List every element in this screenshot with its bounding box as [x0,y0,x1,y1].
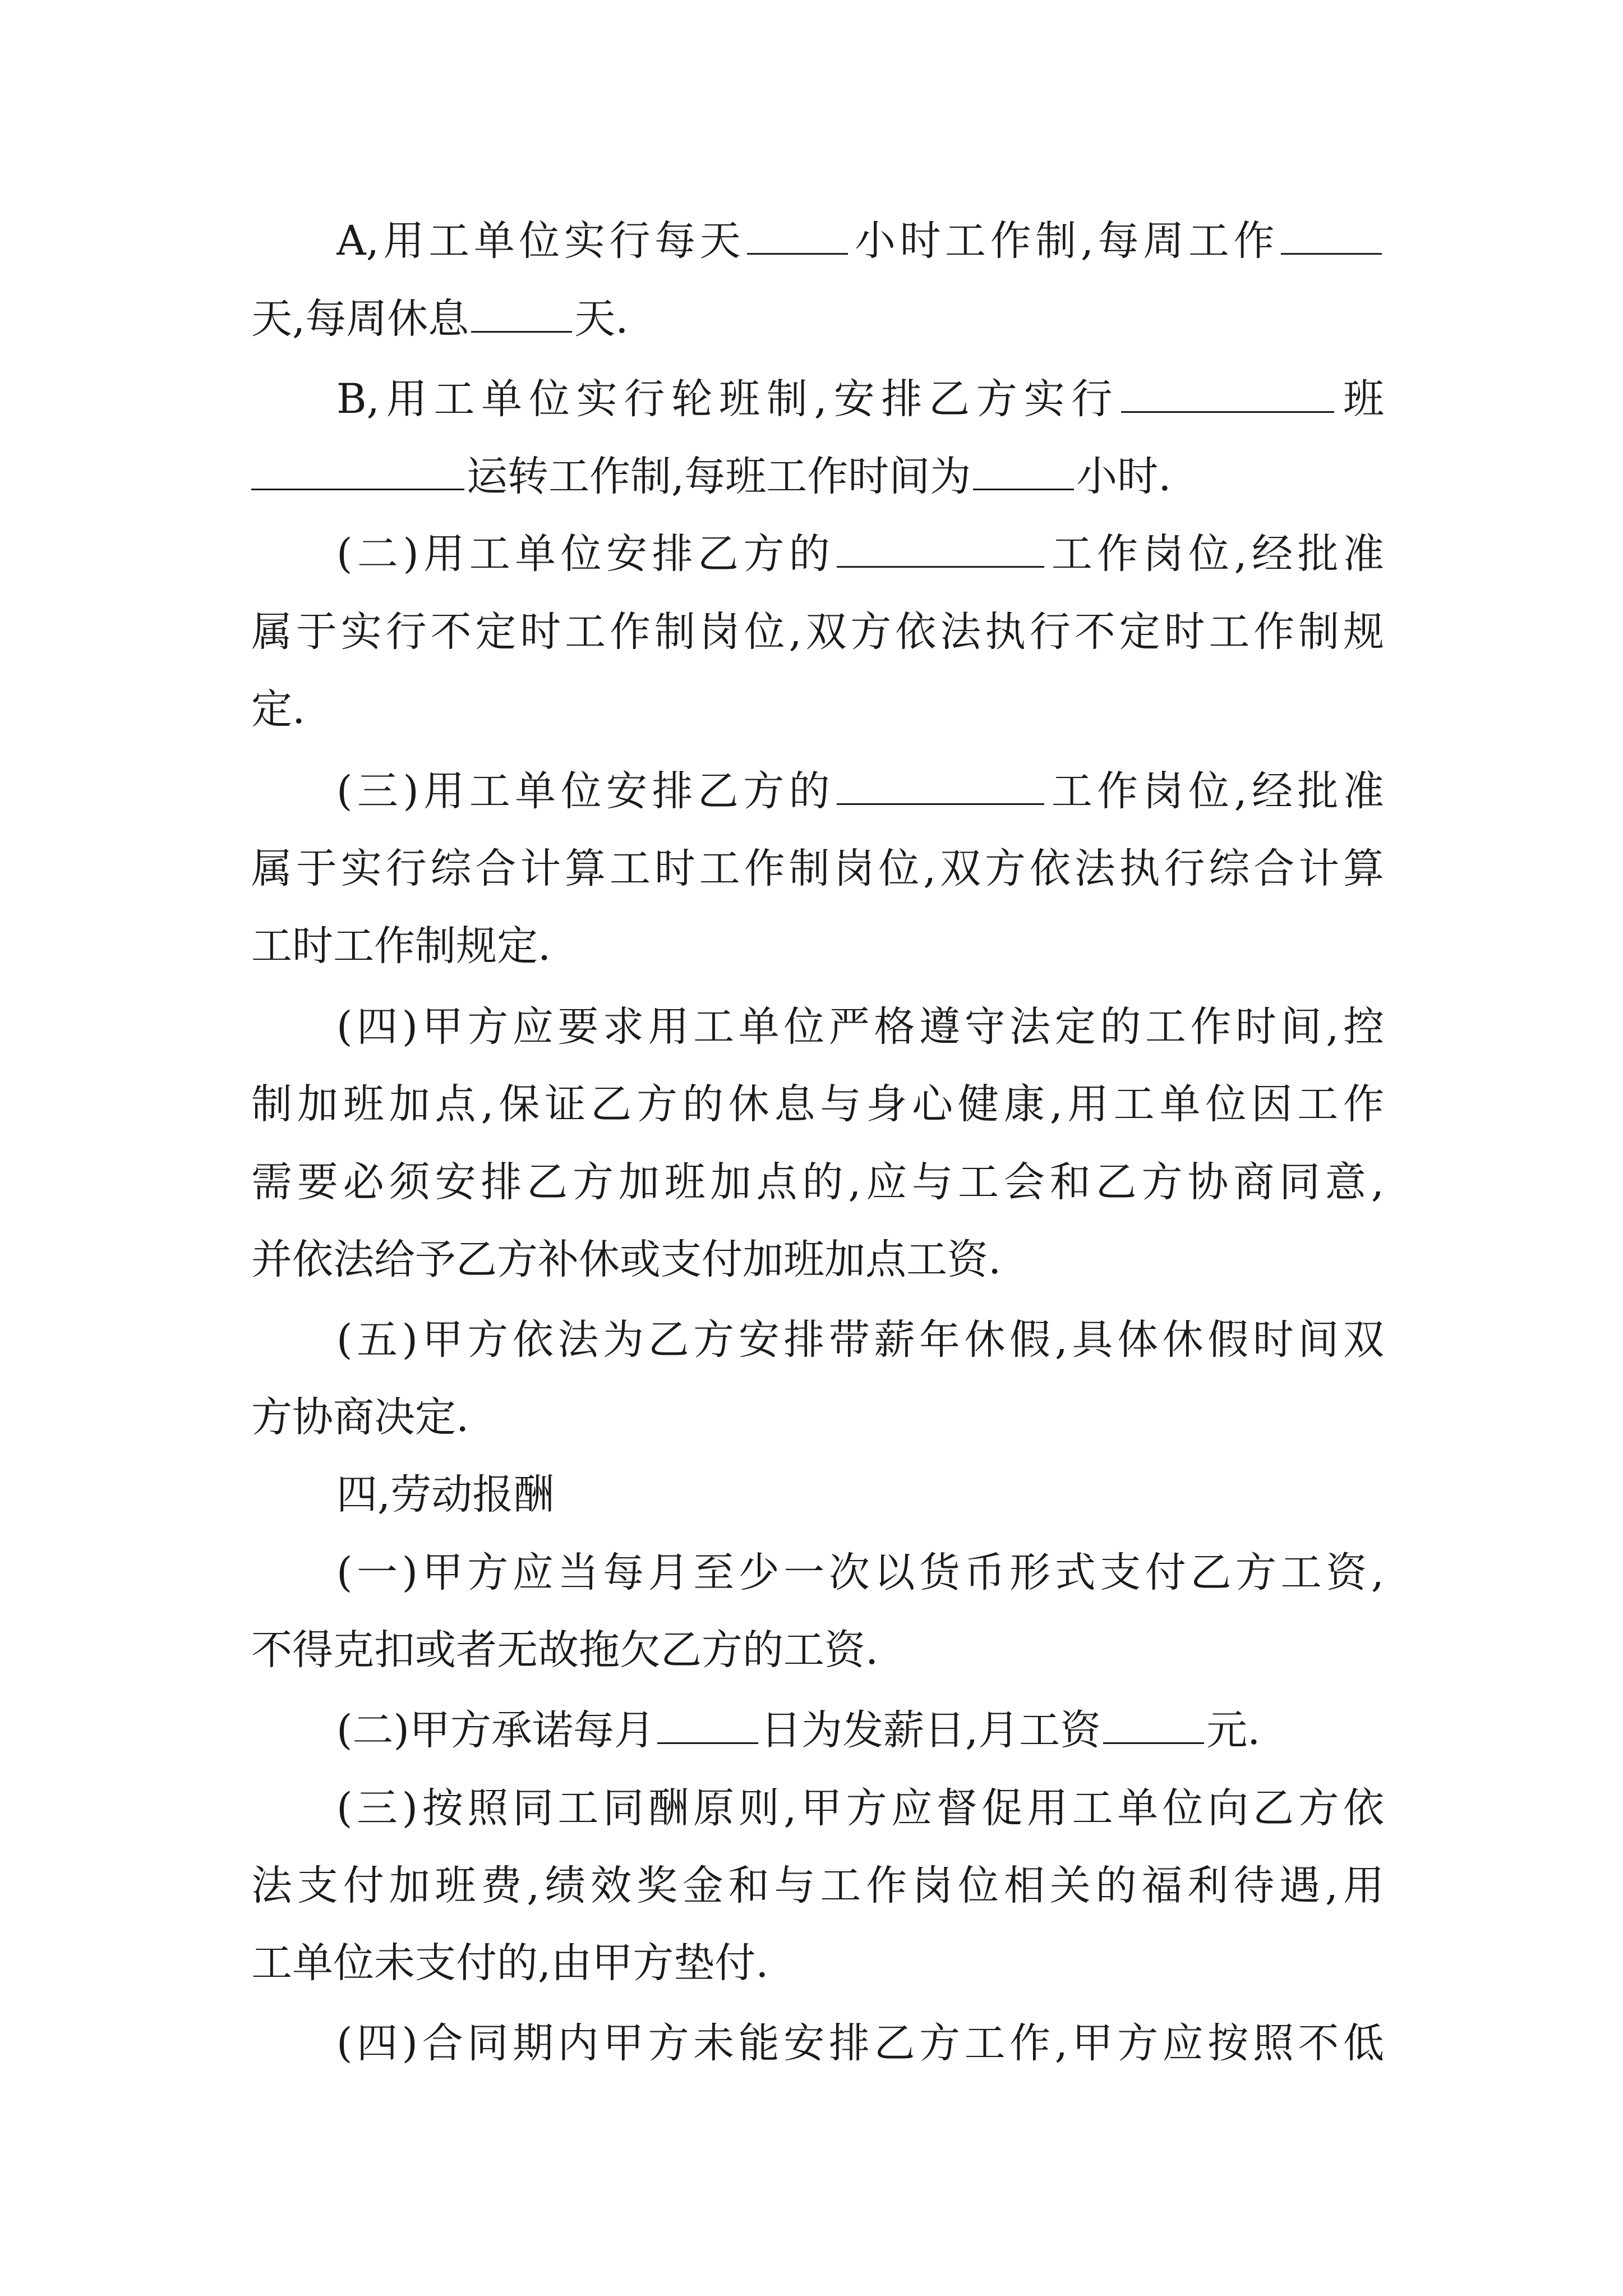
text: (二)甲方承诺每月 [336,1706,655,1754]
blank-monthly-salary [1103,1708,1204,1744]
text-line [336,763,1384,820]
blank-rest-days [471,296,572,333]
blank-days-per-week [1281,218,1382,255]
text-line [251,449,1384,505]
text-line [336,371,1384,427]
text-line [251,1232,1384,1288]
blank-position [837,769,1044,805]
text-line [336,213,1384,269]
text-line [251,1622,1384,1678]
text-line [251,1076,1384,1133]
text-line [336,1780,1384,1837]
text-line [336,2016,1384,2072]
text: 小时工作制,每周工作 [850,217,1279,265]
text-line [251,1858,1384,1914]
text: 四,劳动报酬 [336,1471,555,1519]
text: 定. [251,685,306,733]
text: 并依法给予乙方补休或支付加班加点工资. [251,1236,1002,1283]
text: 工作岗位,经批准 [1046,530,1384,578]
text: B,用工单位实行轮班制,安排乙方实行 [336,375,1119,423]
text-line [251,604,1384,660]
text-line [336,1703,1384,1759]
text: 天. [574,295,629,343]
text: 运转工作制,每班工作时间为 [467,453,971,500]
text: (四)合同期内甲方未能安排乙方工作,甲方应按照不低 [336,2019,1384,2067]
text: 不得克扣或者无故拖欠乙方的工资. [251,1626,879,1674]
text-line [336,1545,1384,1601]
text-line [251,291,1384,347]
blank-shift-count [1121,376,1334,413]
text: 属于实行不定时工作制岗位,双方依法执行不定时工作制规 [251,608,1384,656]
text: (三)按照同工同酬原则,甲方应督促用工单位向乙方依 [336,1784,1384,1832]
text-line [336,526,1384,582]
text: (五)甲方依法为乙方安排带薪年休假,具体休假时间双 [336,1316,1384,1364]
text-line [251,1935,1384,1991]
text: (四)甲方应要求用工单位严格遵守法定的工作时间,控 [336,1003,1384,1051]
text-line [251,841,1384,897]
blank-hours-per-day [747,218,848,255]
blank-position [837,531,1044,568]
text: 天,每周休息 [251,295,469,343]
text-line [336,999,1384,1055]
text-line [251,1389,1384,1446]
text-line [251,918,1384,974]
text: 需要必须安排乙方加班加点的,应与工会和乙方协商同意, [251,1158,1384,1206]
text: 日为发薪日,月工资 [760,1706,1101,1754]
text: 元. [1206,1706,1261,1754]
text: 工单位未支付的,由甲方垫付. [251,1939,769,1987]
text: 工时工作制规定. [251,922,551,970]
blank-shift-hours [973,454,1074,490]
text: (三)用工单位安排乙方的 [336,767,835,815]
blank-shift-type [251,454,464,490]
text-line [251,682,1384,738]
text: (一)甲方应当每月至少一次以货币形式支付乙方工资, [336,1549,1384,1596]
blank-payday [657,1708,758,1744]
text: (二)用工单位安排乙方的 [336,530,835,578]
section-heading [336,1467,1384,1523]
text: A,用工单位实行每天 [336,217,745,265]
text: 方协商决定. [251,1393,469,1441]
text: 属于实行综合计算工时工作制岗位,双方依法执行综合计算 [251,845,1384,892]
text-line [251,1154,1384,1211]
text-line [336,1312,1384,1368]
text: 工作岗位,经批准 [1046,767,1384,815]
text: 小时. [1076,453,1172,500]
text: 班 [1336,375,1384,423]
text: 法支付加班费,绩效奖金和与工作岗位相关的福利待遇,用 [251,1862,1384,1910]
text: 制加班加点,保证乙方的休息与身心健康,用工单位因工作 [251,1080,1384,1128]
